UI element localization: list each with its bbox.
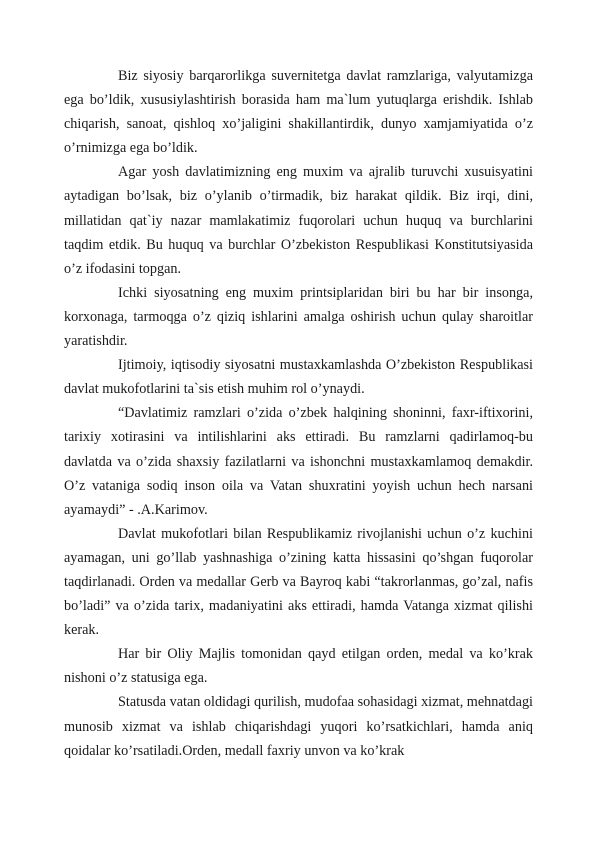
paragraph-1: Biz siyosiy barqarorlikga suvernitetga davlat ramzlariga, valyutamizga ega bo’ldik, xususiylashtirish borasida ham ma`lum yutuqlarga erishdik. Ishlab chiqarish, sanoat, qishloq xo’jaligini shakillantirdik, dunyo xamjamiyatida o’z o’rnimizga ega bo’ldik. xyxy=(64,68,533,157)
paragraph-7: Har bir Oliy Majlis tomonidan qayd etilgan orden, medal va ko’krak nishoni o’z statusiga ega. xyxy=(64,646,533,687)
paragraph-2: Agar yosh davlatimizning eng muxim va ajralib turuvchi xusuisyatini aytadigan bo’lsak, biz o’ylanib o’tirmadik, biz harakat qildik. Biz irqi, dini, millatidan qat`iy nazar mamlakatimiz fuqorolari uchun huquq va burchlarini taqdim etdik. Bu huquq va burchlar O’zbekiston Respublikasi Konstitutsiyasida o’z ifodasini topgan. xyxy=(64,164,533,277)
paragraph-8: Statusda vatan oldidagi qurilish, mudofaa sohasidagi xizmat, mehnatdagi munosib xizmat va ishlab chiqarishdagi yuqori ko’rsatkichlari, hamda aniq qoidalar ko’rsatiladi.Orden, medall faxriy unvon va ko’krak xyxy=(64,694,533,759)
body-text xyxy=(64,64,533,763)
paragraph-5-quote: “Davlatimiz ramzlari o’zida o’zbek halqining shoninni, faxr-iftixorini, tarixiy xotirasini va intilishlarini aks ettiradi. Bu ramzlarni qadirlamoq-bu davlatda va o’zida shaxsiy fazilatlarni va ishonchni mustaxkamlamoq demakdir. O’z vataniga sodiq inson oila va Vatan shuxratini yoyish uchun hech narsani ayamaydi” - .A.Karimov. xyxy=(64,405,533,518)
paragraph-3: Ichki siyosatning eng muxim printsiplaridan biri bu har bir insonga, korxonaga, tarmoqga o’z qiziq ishlarini amalga oshirish uchun qulay sharoitlar yaratishdir. xyxy=(64,284,533,350)
paragraph-6: Davlat mukofotlari bilan Respublikamiz rivojlanishi uchun o’z kuchini ayamagan, uni go’llab yashnashiga o’zining katta hissasini qo’shgan fuqorolar taqdirlanadi. Orden va medallar Gerb va Bayroq kabi “takrorlanmas, go’zal, nafis bo’ladi” va o’zida tarix, madaniyatini aks ettiradi, hamda Vatanga xizmat qilishi kerak. xyxy=(64,525,533,639)
paragraph-4: Ijtimoiy, iqtisodiy siyosatni mustaxkamlashda O’zbekiston Respublikasi davlat mukofotlarini ta`sis etish muhim rol o’ynaydi. xyxy=(64,357,533,398)
